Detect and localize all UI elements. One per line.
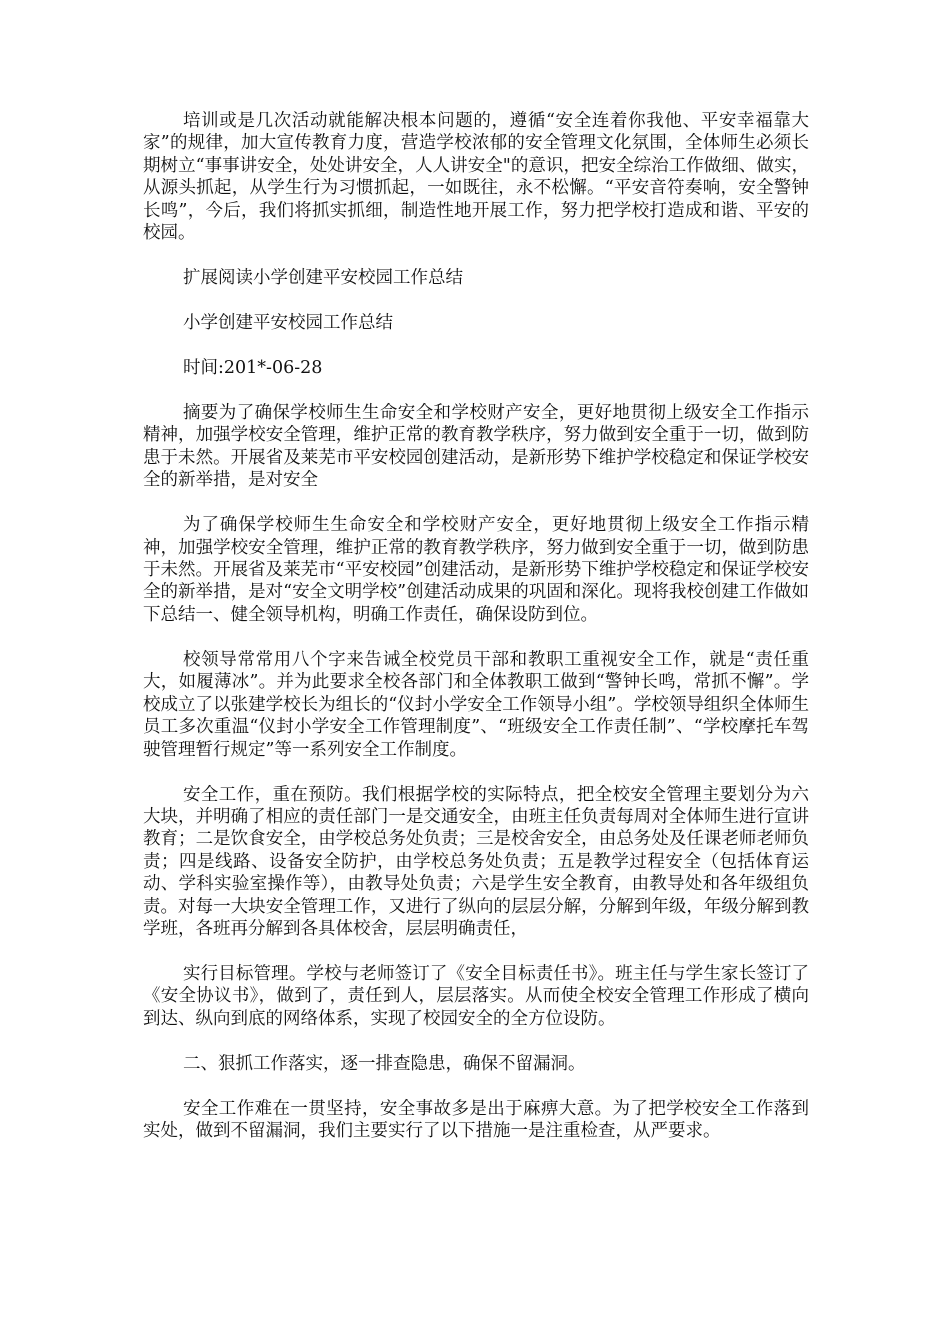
paragraph-extended-reading-heading: 扩展阅读小学创建平安校园工作总结 xyxy=(183,268,463,289)
paragraph-persistence: 安全工作难在一贯坚持，安全事故多是出于麻痹大意。为了把学校安全工作落到实处，做到不留漏洞，我们主要实行了以下措施一是注重检查，从严要求。 xyxy=(143,1098,809,1142)
paragraph-target-management: 实行目标管理。学校与老师签订了《安全目标责任书》。班主任与学生家长签订了《安全协议书》，做到了，责任到人，层层落实。从而使全校安全管理工作形成了横向到达、纵向到底的网络体系，实现了校园安全的全方位设防。 xyxy=(143,963,809,1029)
paragraph-section-two-heading: 二、狠抓工作落实，逐一排查隐患，确保不留漏洞。 xyxy=(183,1053,586,1074)
paragraph-introduction: 为了确保学校师生生命安全和学校财产安全，更好地贯彻上级安全工作指示精神，加强学校安全管理，维护正常的教育教学秩序，努力做到安全重于一切，做到防患于未然。开展省及莱芜市“平安校园”创建活动，是新形势下维护学校稳定和保证学校安全的新举措，是对“安全文明学校”创建活动成果的巩固和深化。现将我校创建工作做如下总结一、健全领导机构，明确工作责任，确保设防到位。 xyxy=(143,515,809,625)
paragraph-abstract: 摘要为了确保学校师生生命安全和学校财产安全，更好地贯彻上级安全工作指示精神，加强学校安全管理，维护正常的教育教学秩序，努力做到安全重于一切，做到防患于未然。开展省及莱芜市平安校园创建活动，是新形势下维护学校稳定和保证学校安全的新举措，是对安全 xyxy=(143,403,809,491)
paragraph-prevention: 安全工作，重在预防。我们根据学校的实际特点，把全校安全管理主要划分为六大块，并明确了相应的责任部门一是交通安全，由班主任负责每周对全体师生进行宣讲教育；二是饮食安全，由学校总务处负责；三是校舍安全，由总务处及任课老师老师负责；四是线路、设备安全防护，由学校总务处负责；五是教学过程安全（包括体育运动、学科实验室操作等），由教导处负责；六是学生安全教育，由教导处和各年级组负责。对每一大块安全管理工作，又进行了纵向的层层分解，分解到年级，年级分解到教学班，各班再分解到各具体校舍，层层明确责任， xyxy=(143,784,809,939)
paragraph-summary-title: 小学创建平安校园工作总结 xyxy=(183,313,393,334)
paragraph-closing-remarks: 培训或是几次活动就能解决根本问题的，遵循“安全连着你我他、平安幸福靠大家”的规律，加大宣传教育力度，营造学校浓郁的安全管理文化氛围，全体师生必须长期树立“事事讲安全，处处讲安全，人人讲安全"的意识，把安全综治工作做细、做实，从源头抓起，从学生行为习惯抓起，一如既往，永不松懈。“平安音符奏响，安全警钟长鸣”，今后，我们将抓实抓细，制造性地开展工作，努力把学校打造成和谐、平安的校园。 xyxy=(143,111,809,244)
paragraph-date: 时间:201*-06-28 xyxy=(183,358,323,379)
paragraph-leadership: 校领导常常用八个字来告诫全校党员干部和教职工重视安全工作，就是“责任重大，如履薄冰”。并为此要求全校各部门和全体教职工做到“警钟长鸣，常抓不懈”。学校成立了以张建学校长为组长的“仪封小学安全工作领导小组”。学校领导组织全体师生员工多次重温“仪封小学安全工作管理制度”、“班级安全工作责任制”、“学校摩托车驾驶管理暂行规定”等一系列安全工作制度。 xyxy=(143,649,809,760)
document-body xyxy=(143,110,809,1143)
